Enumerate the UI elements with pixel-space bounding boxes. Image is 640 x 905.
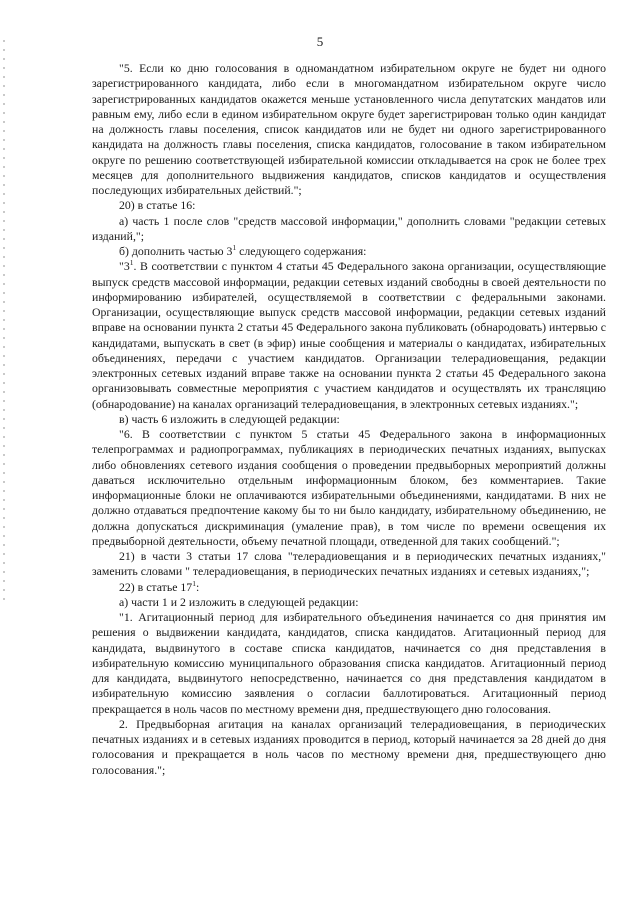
paragraph-item-20b-tail: следующего содержания: <box>236 244 367 258</box>
paragraph-item-21: 21) в части 3 статьи 17 слова "телерадиовещания и в периодических печатных изданиях," заменить словами " телерадиовещания, в периодических печатных изданиях и сетевых изданиях,"; <box>92 549 606 579</box>
document-body <box>92 61 606 778</box>
paragraph-article-1: "1. Агитационный период для избирательного объединения начинается со дня принятия им решения о выдвижении кандидата, кандидатов, списка кандидатов. Агитационный период для кандидата, выдвинутого в составе списка кандидатов, начинается со дня представления в избирательную комиссию муниципального образования списка кандидатов. Агитационный период для кандидата, выдвинутого непосредственно, начинается со дня представления кандидатом в избирательную комиссию заявления о согласии баллотироваться. Агитационный период прекращается в ноль часов по местному времени дня, предшествующего дню голосования. <box>92 610 606 716</box>
paragraph-item-20b <box>92 244 606 259</box>
paragraph-item-20b-text: б) дополнить частью 3 <box>119 244 233 258</box>
paragraph-article-3-1-open: "3 <box>119 259 130 274</box>
paragraph-item-22 <box>92 580 606 595</box>
paragraph-item-20v: в) часть 6 изложить в следующей редакции: <box>119 411 340 426</box>
paragraph-item-20a: а) часть 1 после слов "средств массовой информации," дополнить словами "редакции сетевых изданий,"; <box>92 213 606 243</box>
paragraph-item-20: 20) в статье 16: <box>119 198 196 213</box>
superscript-number: 1 <box>232 243 237 252</box>
paragraph-article-6: "6. В соответствии с пунктом 5 статьи 45 Федерального закона в информационных телепрограммах и радиопрограммах, публикациях в периодических печатных изданиях, выпусках либо обновлениях сетевого издания сообщения о проведении предвыборных мероприятий должны даваться исключительно отдельным информационным блоком, без комментариев. Такие информационные блоки не оплачиваются избирательными объединениями, кандидатами. В них не должно отдаваться предпочтение какому бы то ни было кандидату, избирательному объединению, не должна допускаться дискриминация (умаление прав), в том числе по времени освещения их предвыборной деятельности, объему печатной площади, отведенной для таких сообщений."; <box>92 427 606 548</box>
paragraph-article-3-1 <box>92 259 606 412</box>
page-number: 5 <box>316 34 324 49</box>
superscript-number: 1 <box>129 258 134 268</box>
superscript-number: 1 <box>192 578 196 588</box>
paragraph-item-22a: а) части 1 и 2 изложить в следующей редакции: <box>119 594 359 609</box>
paragraph-article-5: "5. Если ко дню голосования в одномандатном избирательном округе не будет ни одного зарегистрированного кандидата, либо если в многомандатном избирательном округе число зарегистрированных кандидатов окажется меньше установленного числа депутатских мандатов или равным ему, либо если в едином избирательном округе будет зарегистрирован только один кандидат на должность главы поселения, список кандидатов или не будет ни одного зарегистрированного кандидата на должность главы поселения, списка кандидатов, голосование в таком избирательном округе по решению соответствующей избирательной комиссии откладывается на срок не более трех месяцев для дополнительного выдвижения кандидатов, списков кандидатов и осуществления последующих избирательных действий."; <box>92 61 606 197</box>
scan-margin-marks <box>3 40 5 600</box>
paragraph-item-22-text: 22) в статье 17 <box>119 579 193 594</box>
paragraph-article-3-1-text: . В соответствии с пунктом 4 статьи 45 Федерального закона организации, осуществляющие выпуск средств массовой информации, редакции сетевых изданий свободны в своей деятельности по информированию избирателей, осуществляемой в соответствии с федеральными законами. Организации, осуществляющие выпуск средств массовой информации, редакции сетевых изданий вправе на основании пункта 2 статьи 45 Федерального закона публиковать (обнародовать) интервью с кандидатами, выпускать в свет (в эфир) иные сообщения и материалы о кандидатах, избирательных объединениях, передачи с участием кандидатов. Организации телерадиовещания, редакции электронных сетевых изданий вправе также на основании пункта 2 статьи 45 Федерального закона организовывать совместные мероприятия с участием кандидатов и осуществлять их трансляцию (обнародование) на каналах организаций телерадиовещания, в электронных сетевых изданиях."; <box>92 259 606 411</box>
paragraph-item-22-tail: : <box>195 579 200 594</box>
paragraph-article-2: 2. Предвыборная агитация на каналах организаций телерадиовещания, в периодических печатных изданиях и в сетевых изданиях проводится в период, который начинается за 28 дней до дня голосования и прекращается в ноль часов по местному времени дня, предшествующего дню голосования."; <box>92 716 606 777</box>
